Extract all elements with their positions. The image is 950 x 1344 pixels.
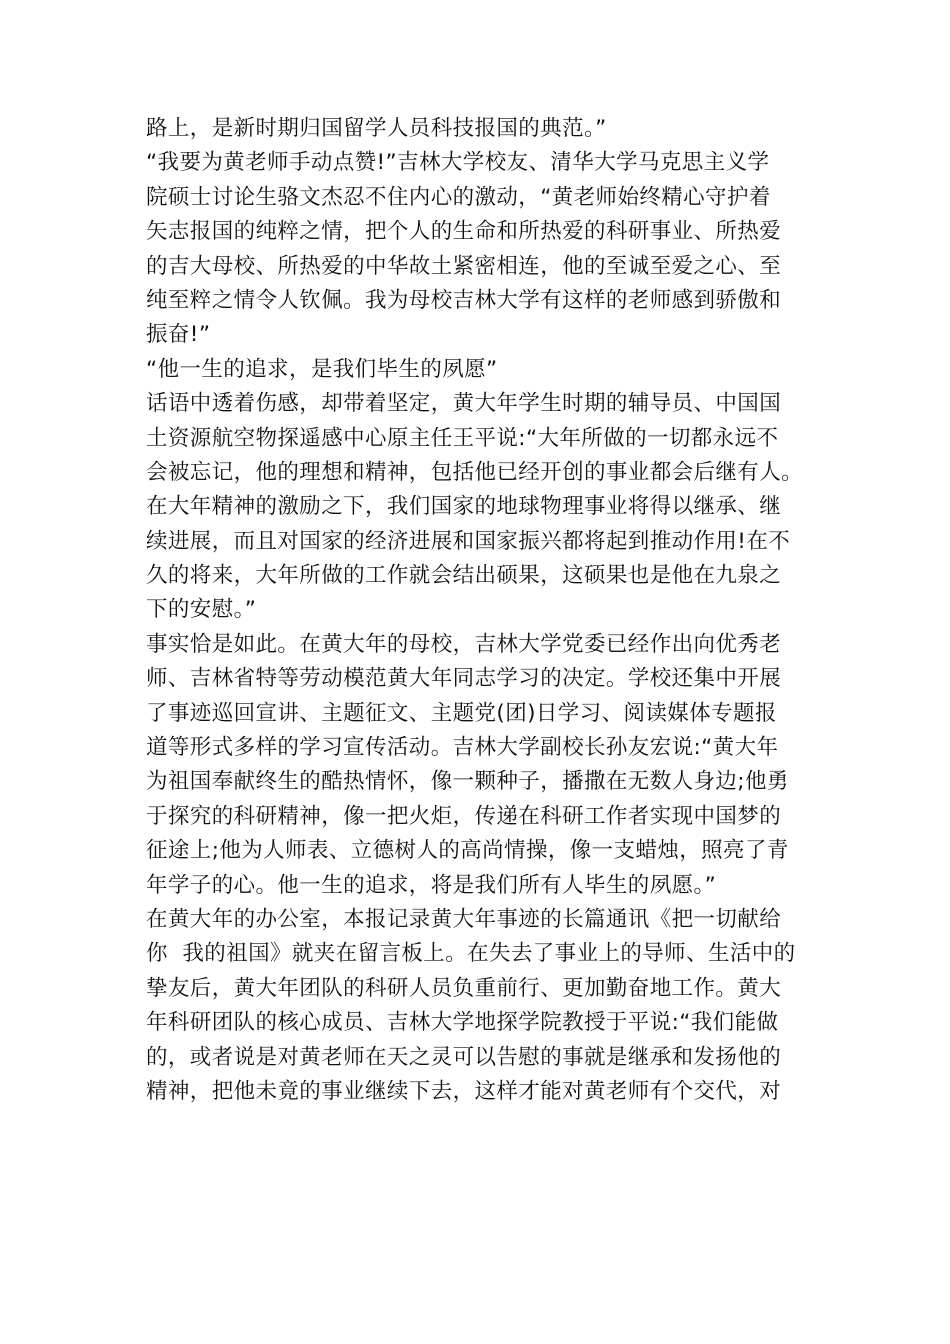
text-line: 师、吉林省特等劳动模范黄大年同志学习的决定。学校还集中开展 <box>146 666 782 692</box>
text-line: 了事迹巡回宣讲、主题征文、主题党(团)日学习、阅读媒体专题报 <box>146 700 777 726</box>
text-line: 振奋!” <box>146 322 211 348</box>
text-line: 在大年精神的激励之下，我们国家的地球物理事业将得以继承、继 <box>146 494 782 520</box>
text-line: 路上，是新时期归国留学人员科技报国的典范。” <box>146 116 607 141</box>
text-line: 征途上;他为人师表、立德树人的高尚情操，像一支蜡烛，照亮了青 <box>146 838 789 864</box>
section-heading: “他一生的追求，是我们毕生的夙愿” <box>146 356 498 382</box>
text-line: 为祖国奉献终生的酷热情怀，像一颗种子，播撒在无数人身边;他勇 <box>146 769 789 795</box>
text-line: 事实恰是如此。在黄大年的母校，吉林大学党委已经作出向优秀老 <box>146 631 782 657</box>
text-line: 久的将来，大年所做的工作就会结出硕果，这硕果也是他在九泉之 <box>146 563 782 589</box>
text-line: 于探究的科研精神，像一把火炬，传递在科研工作者实现中国梦的 <box>146 803 782 829</box>
text-line: “我要为黄老师手动点赞!”吉林大学校友、清华大学马克思主义学 <box>146 150 770 176</box>
text-line: 精神，把他未竟的事业继续下去，这样才能对黄老师有个交代，对 <box>146 1078 782 1104</box>
text-line: 矢志报国的纯粹之情，把个人的生命和所热爱的科研事业、所热爱 <box>146 219 782 245</box>
text-line: 纯至粹之情令人钦佩。我为母校吉林大学有这样的老师感到骄傲和 <box>146 287 782 313</box>
text-line: 挚友后，黄大年团队的科研人员负重前行、更加勤奋地工作。黄大 <box>146 975 782 1001</box>
text-line: 的吉大母校、所热爱的中华故土紧密相连，他的至诚至爱之心、至 <box>146 253 782 279</box>
text-line: 年学子的心。他一生的追求，将是我们所有人毕生的夙愿。” <box>146 872 717 898</box>
text-line: 续进展，而且对国家的经济进展和国家振兴都将起到推动作用!在不 <box>146 528 791 554</box>
text-line: 的，或者说是对黄老师在天之灵可以告慰的事就是继承和发扬他的 <box>146 1044 782 1070</box>
text-line: 道等形式多样的学习宣传活动。吉林大学副校长孙友宏说:“黄大年 <box>146 735 779 761</box>
text-line: 会被忘记，他的理想和精神，包括他已经开创的事业都会后继有人。 <box>146 459 804 485</box>
text-line: 院硕士讨论生骆文杰忍不住内心的激动，“黄老师始终精心守护着 <box>146 184 771 210</box>
text-line: 在黄大年的办公室，本报记录黄大年事迹的长篇通讯《把一切献给 <box>146 906 782 932</box>
text-line: 话语中透着伤感，却带着坚定，黄大年学生时期的辅导员、中国国 <box>146 391 782 417</box>
text-line: 下的安慰。” <box>146 597 257 623</box>
text-line: 你 我的祖国》就夹在留言板上。在失去了事业上的导师、生活中的 <box>146 941 796 967</box>
text-line: 年科研团队的核心成员、吉林大学地探学院教授于平说:“我们能做 <box>146 1010 779 1036</box>
text-line: 土资源航空物探遥感中心原主任王平说:“大年所做的一切都永远不 <box>146 425 779 451</box>
article-text <box>146 112 836 1109</box>
